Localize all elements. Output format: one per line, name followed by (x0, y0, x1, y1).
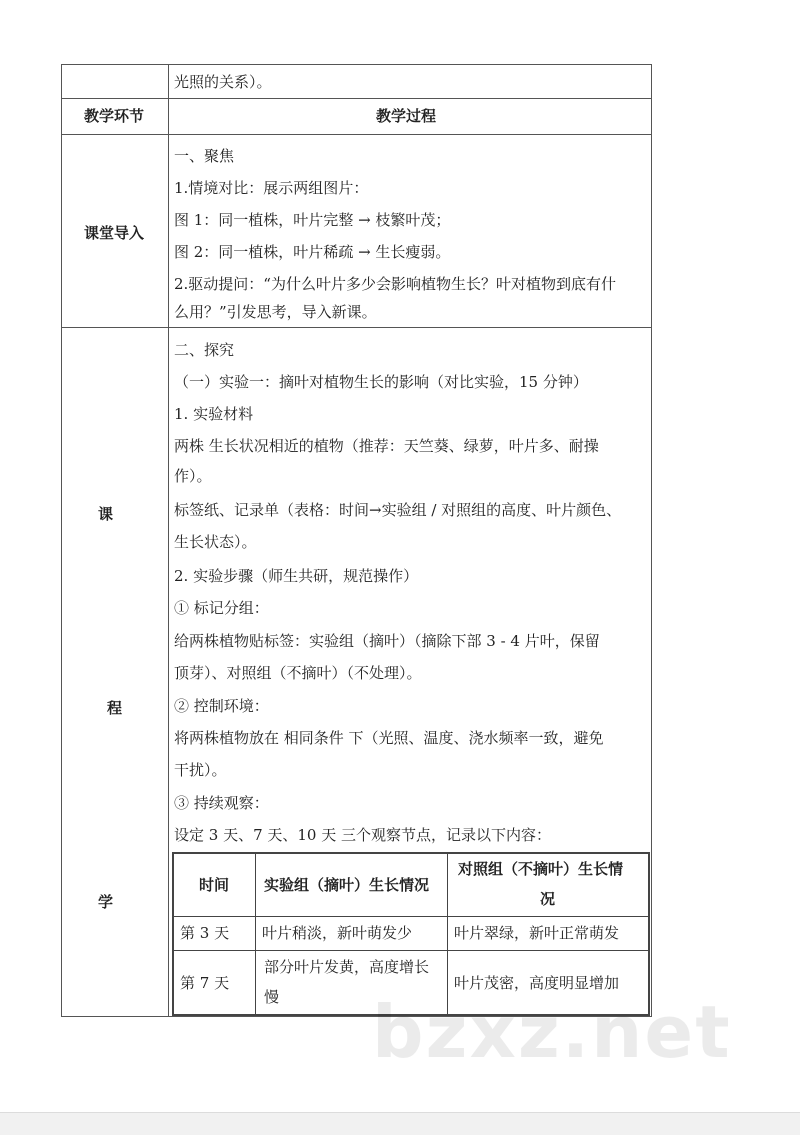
intro-line: 图 1：同一植株，叶片完整 → 枝繁叶茂； (174, 211, 451, 229)
intro-label: 课堂导入 (84, 224, 145, 242)
header-teaching-stage: 教学环节 (84, 107, 145, 125)
process-line: 生长状态）。 (174, 533, 257, 551)
process-label-char: 程 (107, 699, 123, 717)
obs-row-experimental: 叶片稍淡，新叶萌发少 (262, 924, 413, 942)
obs-header-time: 时间 (199, 876, 230, 894)
process-line: 顶芽）、对照组（不摘叶）（不处理）。 (174, 664, 422, 682)
table-border-left (61, 64, 62, 1017)
page-bottom-band (0, 1112, 800, 1135)
obs-header-experimental: 实验组（摘叶）生长情况 (264, 876, 430, 894)
row-divider (61, 98, 652, 99)
obs-row-time: 第 3 天 (180, 924, 230, 942)
process-line: 给两株植物贴标签：实验组（摘叶）（摘除下部 3 - 4 片叶，保留 (174, 632, 600, 650)
table-border-top (61, 64, 652, 65)
process-line: ③ 持续观察： (174, 794, 269, 812)
row-divider (61, 134, 652, 135)
process-line: 2. 实验步骤（师生共研，规范操作） (174, 567, 419, 585)
obs-row-time: 第 7 天 (180, 974, 230, 992)
process-line: 设定 3 天、7 天、10 天 三个观察节点，记录以下内容： (174, 826, 552, 844)
process-line: 标签纸、记录单（表格：时间→实验组 / 对照组的高度、叶片颜色、 (174, 501, 622, 519)
obs-row-control: 叶片翠绿，新叶正常萌发 (454, 924, 620, 942)
process-line: 作）。 (174, 467, 212, 485)
intro-line: 么用？”引发思考，导入新课。 (174, 303, 377, 321)
row-divider (61, 327, 652, 328)
intro-line: 一、聚焦 (174, 147, 235, 165)
top-row-text: 光照的关系）。 (174, 73, 272, 91)
process-line: 二、探究 (174, 341, 235, 359)
process-line: 两株 生长状况相近的植物（推荐：天竺葵、绿萝，叶片多、耐操 (174, 437, 599, 455)
table-border-right (651, 64, 652, 1017)
process-line: ② 控制环境： (174, 697, 269, 715)
obs-row-control: 叶片茂密，高度明显增加 (454, 974, 620, 992)
process-line: 将两株植物放在 相同条件 下（光照、温度、浇水频率一致，避免 (174, 729, 604, 747)
column-divider (168, 64, 169, 1017)
process-line: 1. 实验材料 (174, 405, 254, 423)
obs-row-experimental: 部分叶片发黄，高度增长 (264, 958, 430, 976)
process-line: 干扰）。 (174, 761, 227, 779)
process-label-char: 学 (98, 893, 114, 911)
obs-row-experimental-cont: 慢 (264, 988, 280, 1006)
intro-line: 图 2：同一植株，叶片稀疏 → 生长瘦弱。 (174, 243, 451, 261)
obs-header-control: 对照组（不摘叶）生长情 (458, 860, 624, 878)
process-label-char: 课 (98, 505, 114, 523)
process-line: （一）实验一：摘叶对植物生长的影响（对比实验，15 分钟） (174, 373, 588, 391)
intro-line: 2.驱动提问：“为什么叶片多少会影响植物生长？叶对植物到底有什 (174, 275, 616, 293)
intro-line: 1.情境对比：展示两组图片： (174, 179, 369, 197)
obs-header-control-cont: 况 (540, 890, 556, 908)
process-line: ① 标记分组： (174, 599, 269, 617)
watermark: bzxz.net (372, 990, 732, 1074)
header-teaching-process: 教学过程 (376, 107, 437, 125)
